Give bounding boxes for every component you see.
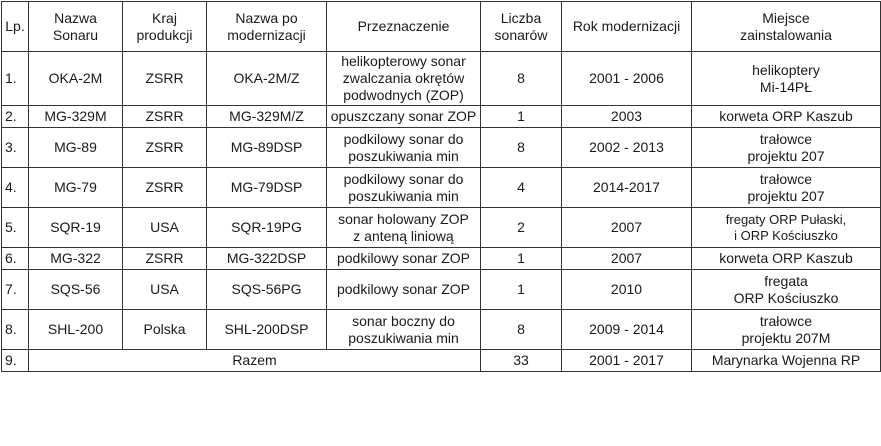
table-row — [2, 248, 881, 270]
cell-nazwa-mod: SQS-56PG — [207, 270, 327, 310]
cell-liczba: 8 — [481, 52, 562, 106]
cell-rok: 2007 — [562, 208, 692, 248]
cell-lp: 8. — [2, 310, 29, 350]
cell-przeznaczenie: opuszczany sonar ZOP — [327, 106, 481, 128]
total-row — [2, 350, 881, 372]
total-label: Razem — [29, 350, 481, 372]
cell-rok: 2009 - 2014 — [562, 310, 692, 350]
table-row — [2, 310, 881, 350]
cell-lp: 1. — [2, 52, 29, 106]
cell-lp: 6. — [2, 248, 29, 270]
header-nazwa-po-modernizacji: Nazwa po modernizacji — [207, 2, 327, 52]
table-row — [2, 168, 881, 208]
cell-miejsce: trałowce projektu 207 — [692, 128, 881, 168]
cell-nazwa: SHL-200 — [29, 310, 123, 350]
header-row — [2, 2, 881, 52]
cell-przeznaczenie: podkilowy sonar do poszukiwania min — [327, 168, 481, 208]
cell-przeznaczenie: sonar boczny do poszukiwania min — [327, 310, 481, 350]
cell-miejsce: korweta ORP Kaszub — [692, 248, 881, 270]
table-row — [2, 106, 881, 128]
cell-liczba: 1 — [481, 270, 562, 310]
cell-lp: 5. — [2, 208, 29, 248]
cell-rok: 2001 - 2006 — [562, 52, 692, 106]
cell-nazwa-mod: SHL-200DSP — [207, 310, 327, 350]
header-lp: Lp. — [2, 2, 29, 52]
table-row — [2, 270, 881, 310]
cell-nazwa-mod: MG-329M/Z — [207, 106, 327, 128]
table-row — [2, 128, 881, 168]
cell-liczba: 2 — [481, 208, 562, 248]
cell-lp: 9. — [2, 350, 29, 372]
cell-rok: 2007 — [562, 248, 692, 270]
cell-kraj: USA — [123, 270, 207, 310]
table-row — [2, 208, 881, 248]
cell-nazwa: MG-79 — [29, 168, 123, 208]
cell-lp: 3. — [2, 128, 29, 168]
cell-przeznaczenie: podkilowy sonar ZOP — [327, 270, 481, 310]
cell-kraj: ZSRR — [123, 128, 207, 168]
cell-lp: 7. — [2, 270, 29, 310]
header-miejsce: Miejsce zainstalowania — [692, 2, 881, 52]
cell-miejsce: trałowce projektu 207 — [692, 168, 881, 208]
cell-kraj: ZSRR — [123, 52, 207, 106]
cell-kraj: ZSRR — [123, 106, 207, 128]
cell-przeznaczenie: helikopterowy sonar zwalczania okrętów podwodnych (ZOP) — [327, 52, 481, 106]
cell-miejsce: fregaty ORP Pułaski, i ORP Kościuszko — [692, 208, 881, 248]
header-rok: Rok modernizacji — [562, 2, 692, 52]
table-row — [2, 52, 881, 106]
cell-nazwa: MG-89 — [29, 128, 123, 168]
cell-rok: 2014-2017 — [562, 168, 692, 208]
cell-kraj: USA — [123, 208, 207, 248]
cell-miejsce: helikoptery Mi-14PŁ — [692, 52, 881, 106]
cell-nazwa-mod: MG-322DSP — [207, 248, 327, 270]
cell-kraj: ZSRR — [123, 168, 207, 208]
cell-lp: 2. — [2, 106, 29, 128]
cell-rok: 2002 - 2013 — [562, 128, 692, 168]
cell-rok: 2010 — [562, 270, 692, 310]
cell-przeznaczenie: podkilowy sonar do poszukiwania min — [327, 128, 481, 168]
cell-nazwa-mod: MG-79DSP — [207, 168, 327, 208]
cell-nazwa: SQR-19 — [29, 208, 123, 248]
cell-liczba: 8 — [481, 310, 562, 350]
cell-nazwa: OKA-2M — [29, 52, 123, 106]
cell-miejsce: korweta ORP Kaszub — [692, 106, 881, 128]
cell-liczba: 8 — [481, 128, 562, 168]
header-nazwa-sonaru: Nazwa Sonaru — [29, 2, 123, 52]
cell-liczba: 1 — [481, 106, 562, 128]
total-liczba: 33 — [481, 350, 562, 372]
cell-przeznaczenie: sonar holowany ZOP z anteną liniową — [327, 208, 481, 248]
header-liczba: Liczba sonarów — [481, 2, 562, 52]
cell-rok: 2003 — [562, 106, 692, 128]
cell-miejsce: trałowce projektu 207M — [692, 310, 881, 350]
cell-nazwa: MG-329M — [29, 106, 123, 128]
total-rok: 2001 - 2017 — [562, 350, 692, 372]
sonar-table — [1, 1, 881, 372]
cell-przeznaczenie: podkilowy sonar ZOP — [327, 248, 481, 270]
cell-miejsce: fregata ORP Kościuszko — [692, 270, 881, 310]
cell-kraj: Polska — [123, 310, 207, 350]
total-miejsce: Marynarka Wojenna RP — [692, 350, 881, 372]
cell-nazwa-mod: SQR-19PG — [207, 208, 327, 248]
cell-kraj: ZSRR — [123, 248, 207, 270]
cell-nazwa: MG-322 — [29, 248, 123, 270]
cell-lp: 4. — [2, 168, 29, 208]
header-przeznaczenie: Przeznaczenie — [327, 2, 481, 52]
cell-liczba: 4 — [481, 168, 562, 208]
header-kraj: Kraj produkcji — [123, 2, 207, 52]
cell-liczba: 1 — [481, 248, 562, 270]
cell-nazwa-mod: OKA-2M/Z — [207, 52, 327, 106]
cell-nazwa-mod: MG-89DSP — [207, 128, 327, 168]
cell-nazwa: SQS-56 — [29, 270, 123, 310]
